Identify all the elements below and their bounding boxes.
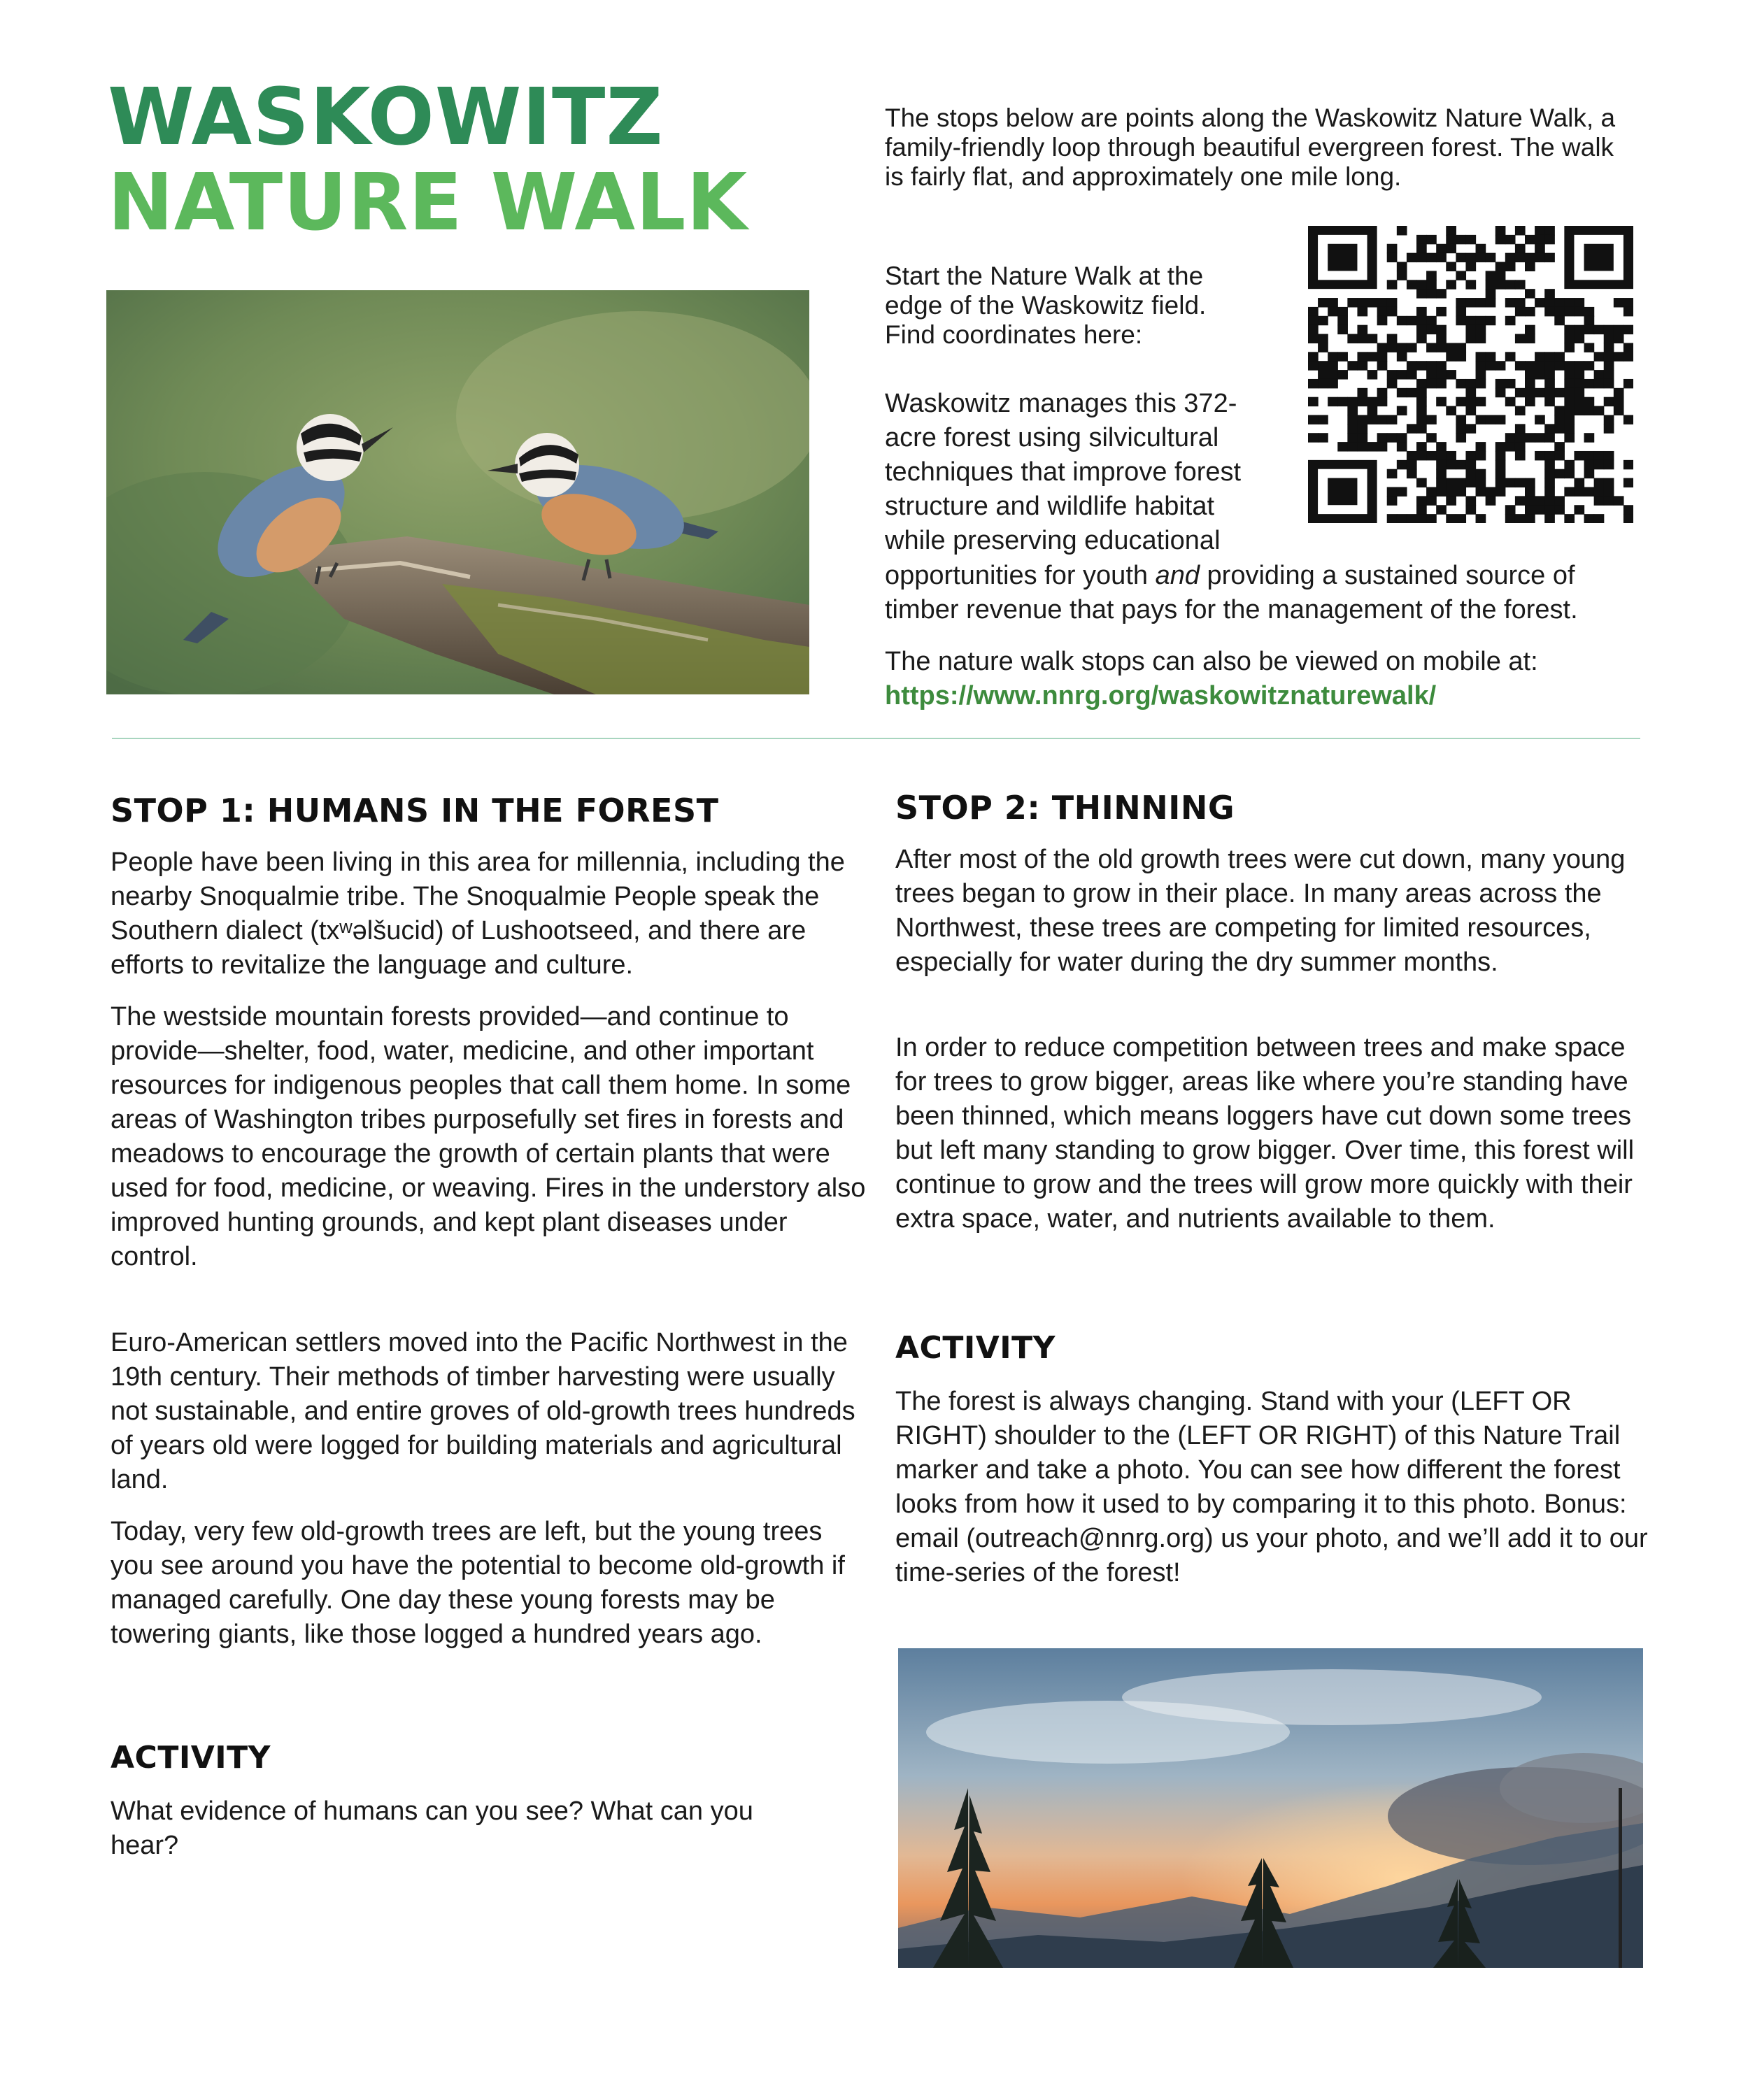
start-instructions: Start the Nature Walk at the edge of the Waskowitz field. Find coordinates here: [885, 262, 1207, 349]
stop1-paragraph-4: Today, very few old-growth trees are left, but the young trees you see around you have the potential to become old-growth if managed carefully. One day these young forests may be towering giants, like those logged a hundred years ago. [111, 1517, 845, 1649]
stop1-paragraph-2: The westside mountain forests provided—and continue to provide—shelter, food, water, medicine, and other important resources for indigenous peoples that call them home. In some areas of Washington tribes purposefully set fires in forests and meadows to encourage the growth of certain plants that were used for food, medicine, or weaving. Fires in the understory also improved hunting grounds, and kept plant diseases under control. [111, 1002, 866, 1271]
stop2-title: STOP 2: THINNING [895, 789, 1235, 827]
mobile-url-link[interactable]: https://www.nnrg.org/waskowitznaturewalk/ [885, 681, 1437, 710]
intro-paragraph: The stops below are points along the Waskowitz Nature Walk, a family-friendly loop through beautiful evergreen forest. The walk is fairly flat, and approximately one mile long. [885, 103, 1616, 191]
mobile-text: The nature walk stops can also be viewed on mobile at: [885, 647, 1538, 676]
management-text-continued: opportunities for youth and providing a sustained source of timber revenue that pays for the management of the forest. [885, 561, 1578, 624]
stop2-paragraph-1: After most of the old growth trees were cut down, many young trees began to grow in their place. In many areas across the Northwest, these trees are competing for limited resources, especially for water during the dry summer months. [895, 845, 1626, 977]
qr-code-icon[interactable] [1308, 226, 1633, 523]
stop1-activity-title: ACTIVITY [111, 1740, 271, 1776]
stop2-activity-text: The forest is always changing. Stand with your (LEFT OR RIGHT) shoulder to the (LEFT OR RIGHT) of this Nature Trail marker and take a photo. You can see how different the forest looks from how it used to by comparing it to this photo. Bonus: email (outreach@nnrg.org) us your photo, and we’ll add it to our time-series of the forest! [895, 1387, 1648, 1587]
management-text: Waskowitz manages this 372-acre forest using silvicultural techniques that improve forest structure and wildlife habitat while preserving educational [885, 389, 1242, 555]
mountain-sunset-photo [898, 1648, 1643, 1968]
stop1-title: STOP 1: HUMANS IN THE FOREST [111, 792, 719, 829]
stop1-paragraph-3: Euro-American settlers moved into the Pacific Northwest in the 19th century. Their methods of timber harvesting were usually not sustainable, and entire groves of old-growth trees hundreds of years old were logged for building materials and agricultural land. [111, 1328, 855, 1494]
stop2-activity-title: ACTIVITY [895, 1330, 1056, 1366]
stop2-paragraph-2: In order to reduce competition between trees and make space for trees to grow bigger, areas like where you’re standing have been thinned, which means loggers have cut down some trees but left many standing to grow bigger. Over time, this forest will continue to grow and the trees will grow more quickly with their extra space, water, and nutrients available to them. [895, 1033, 1635, 1234]
stop1-paragraph-1: People have been living in this area for millennia, including the nearby Snoqualmie tribe. The Snoqualmie People speak the Southern dialect (txʷəlšucid) of Lushootseed, and there are efforts to revitalize the language and culture. [111, 848, 845, 980]
title-line-1: WASKOWITZ [108, 72, 664, 163]
nuthatch-birds-photo [106, 290, 809, 694]
section-divider [112, 738, 1640, 739]
title-line-2: NATURE WALK [108, 157, 748, 248]
stop1-activity-text: What evidence of humans can you see? What can you hear? [111, 1797, 753, 1860]
